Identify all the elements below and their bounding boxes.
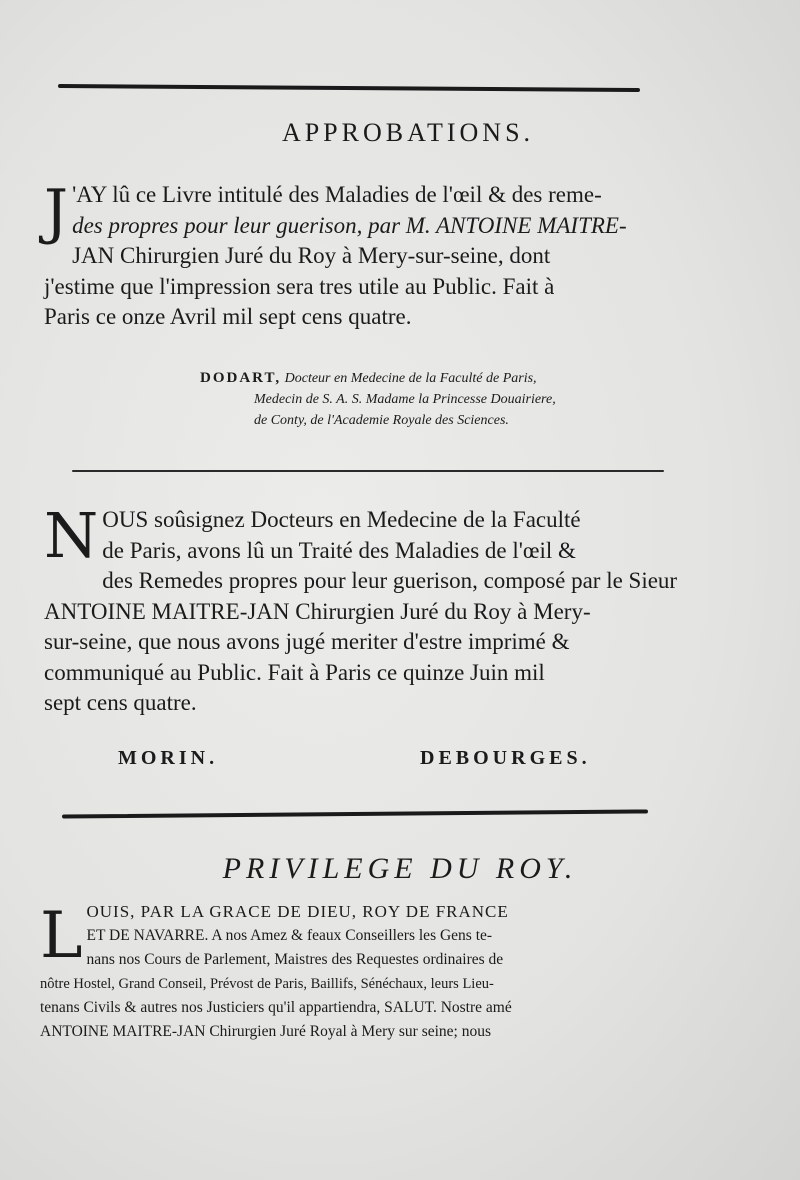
- text-line: communiqué au Public. Fait à Paris ce quinze Juin mil: [44, 659, 545, 685]
- signer-title-line: de Conty, de l'Academie Royale des Sciences.: [254, 413, 509, 428]
- text-line: OUIS, PAR LA GRACE DE DIEU, ROY DE FRANCE: [86, 902, 509, 921]
- text-line: des Remedes propres pour leur guerison, composé par le Sieur: [102, 568, 678, 593]
- signature-dodart: [200, 368, 680, 431]
- approbation-paragraph-1: [44, 177, 686, 333]
- text-line: de Paris, avons lû un Traité des Maladies de l'œil &: [102, 537, 576, 563]
- text-line: j'estime que l'impression sera tres utile au Public. Fait à: [44, 273, 555, 299]
- text-line: ET DE NAVARRE. A nos Amez & feaux Conseillers les Gens te-: [86, 927, 493, 944]
- text-line: JAN Chirurgien Juré du Roy à Mery-sur-seine, dont: [72, 243, 551, 268]
- signer-name: DODART,: [200, 370, 282, 386]
- text-line: nôtre Hostel, Grand Conseil, Prévost de Paris, Baillifs, Sénéchaux, leurs Lieu-: [40, 976, 494, 992]
- approbation-paragraph-2: [44, 499, 686, 719]
- signer-title-line: Medecin de S. A. S. Madame la Princesse Douairiere,: [254, 392, 556, 407]
- text-line: 'AY lû ce Livre intitulé des Maladies de l'œil & des reme-: [72, 182, 602, 207]
- signer-title-line: Docteur en Medecine de la Faculté de Paris,: [284, 371, 537, 386]
- signer-morin: MORIN.: [118, 747, 219, 769]
- privilege-rule: [62, 809, 648, 818]
- dropcap-l: L: [40, 899, 83, 973]
- text-line: sur-seine, que nous avons jugé meriter d'estre imprimé &: [44, 629, 570, 654]
- text-line: tenans Civils & autres nos Justiciers qu'il appartiendra, SALUT. Nostre amé: [40, 999, 512, 1016]
- text-line: ANTOINE MAITRE-JAN Chirurgien Juré du Roy à Mery-: [44, 598, 591, 624]
- privilege-text: [40, 900, 690, 1044]
- text-line: nans nos Cours de Parlement, Maistres des Requestes ordinaires de: [86, 951, 504, 968]
- privilege-title: PRIVILEGE DU ROY.: [222, 852, 578, 885]
- dropcap-n: N: [44, 499, 99, 572]
- text-line: Paris ce onze Avril mil sept cens quatre.: [44, 304, 412, 329]
- text-line: des propres pour leur guerison, par M. ANTOINE MAITRE-: [72, 212, 627, 238]
- middle-rule: [72, 470, 664, 472]
- top-rule: [58, 84, 640, 92]
- signer-debourges: DEBOURGES.: [420, 747, 591, 769]
- approbations-title: APPROBATIONS.: [281, 118, 535, 147]
- text-line: OUS soûsignez Docteurs en Medecine de la Faculté: [102, 507, 581, 532]
- text-line: sept cens quatre.: [44, 690, 197, 715]
- dropcap-j: J: [44, 177, 69, 247]
- text-line: ANTOINE MAITRE-JAN Chirurgien Juré Royal à Mery sur seine; nous: [40, 1023, 492, 1040]
